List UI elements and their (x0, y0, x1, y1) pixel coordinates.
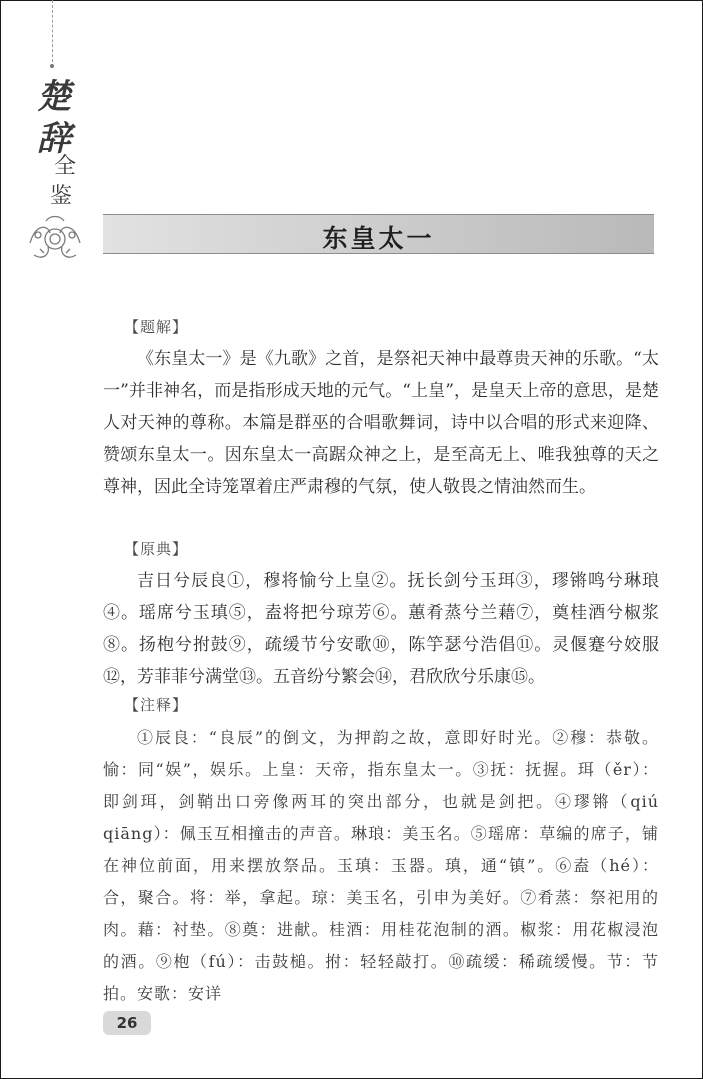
book-title-vertical (22, 76, 86, 212)
original-text-paragraph: 吉日兮辰良①，穆将愉兮上皇②。抚长剑兮玉珥③，璆锵鸣兮琳琅④。瑶席兮玉瑱⑤，盍将把兮琼芳⑥。蕙肴蒸兮兰藉⑦，奠桂酒兮椒浆⑧。扬枹兮拊鼓⑨，疏缓节兮安歌⑩，陈竽瑟兮浩倡⑪。灵偃蹇兮姣服⑫，芳菲菲兮满堂⑬。五音纷兮繁会⑭，君欣欣兮乐康⑮。 (103, 571, 659, 687)
section-label-notes: 【注释】 (124, 696, 189, 714)
page-number: 26 (103, 1011, 151, 1035)
floral-ornament-icon (26, 213, 84, 265)
margin-dot (50, 64, 54, 68)
book-subtitle-char: 鉴 (49, 184, 72, 209)
intro-paragraph: 《东皇太一》是《九歌》之首，是祭祀天神中最尊贵天神的乐歌。“太一”并非神名，而是指形成天地的元气。“上皇”，是皇天上帝的意思，是楚人对天神的尊称。本篇是群巫的合唱歌舞词，诗中以合唱的形式来迎降、赞颂东皇太一。因东皇太一高踞众神之上，是至高无上、唯我独尊的天之尊神，因此全诗笼罩着庄严肃穆的气氛，使人敬畏之情油然而生。 (103, 349, 659, 497)
book-subtitle-char: 全 (53, 154, 76, 179)
book-title-char: 辞 (37, 119, 71, 159)
section-label-original: 【原典】 (124, 540, 189, 558)
book-title-char: 楚 (37, 77, 71, 117)
chapter-title: 东皇太一 (322, 224, 435, 253)
margin-rule (52, 0, 53, 62)
chapter-banner (103, 214, 654, 254)
notes-paragraph: ①辰良：“良辰”的倒文，为押韵之故，意即好时光。②穆：恭敬。愉：同“娱”，娱乐。上皇：天帝，指东皇太一。③抚：抚握。珥（ěr）：即剑珥，剑鞘出口旁像两耳的突出部分，也就是剑把。④璆锵（qiú qiāng）：佩玉互相撞击的声音。琳琅：美玉名。⑤瑶席：草编的席子，铺在神位前面，用来摆放祭品。玉瑱：玉器。瑱，通“镇”。⑥盍（hé）：合，聚合。将：举，拿起。琼：美玉名，引申为美好。⑦肴蒸：祭祀用的肉。藉：衬垫。⑧奠：进献。桂酒：用桂花泡制的酒。椒浆：用花椒浸泡的酒。⑨枹（fú）：击鼓槌。拊：轻轻敲打。⑩疏缓：稀疏缓慢。节：节拍。安歌：安详 (103, 728, 659, 1003)
section-label-intro: 【题解】 (124, 318, 189, 336)
